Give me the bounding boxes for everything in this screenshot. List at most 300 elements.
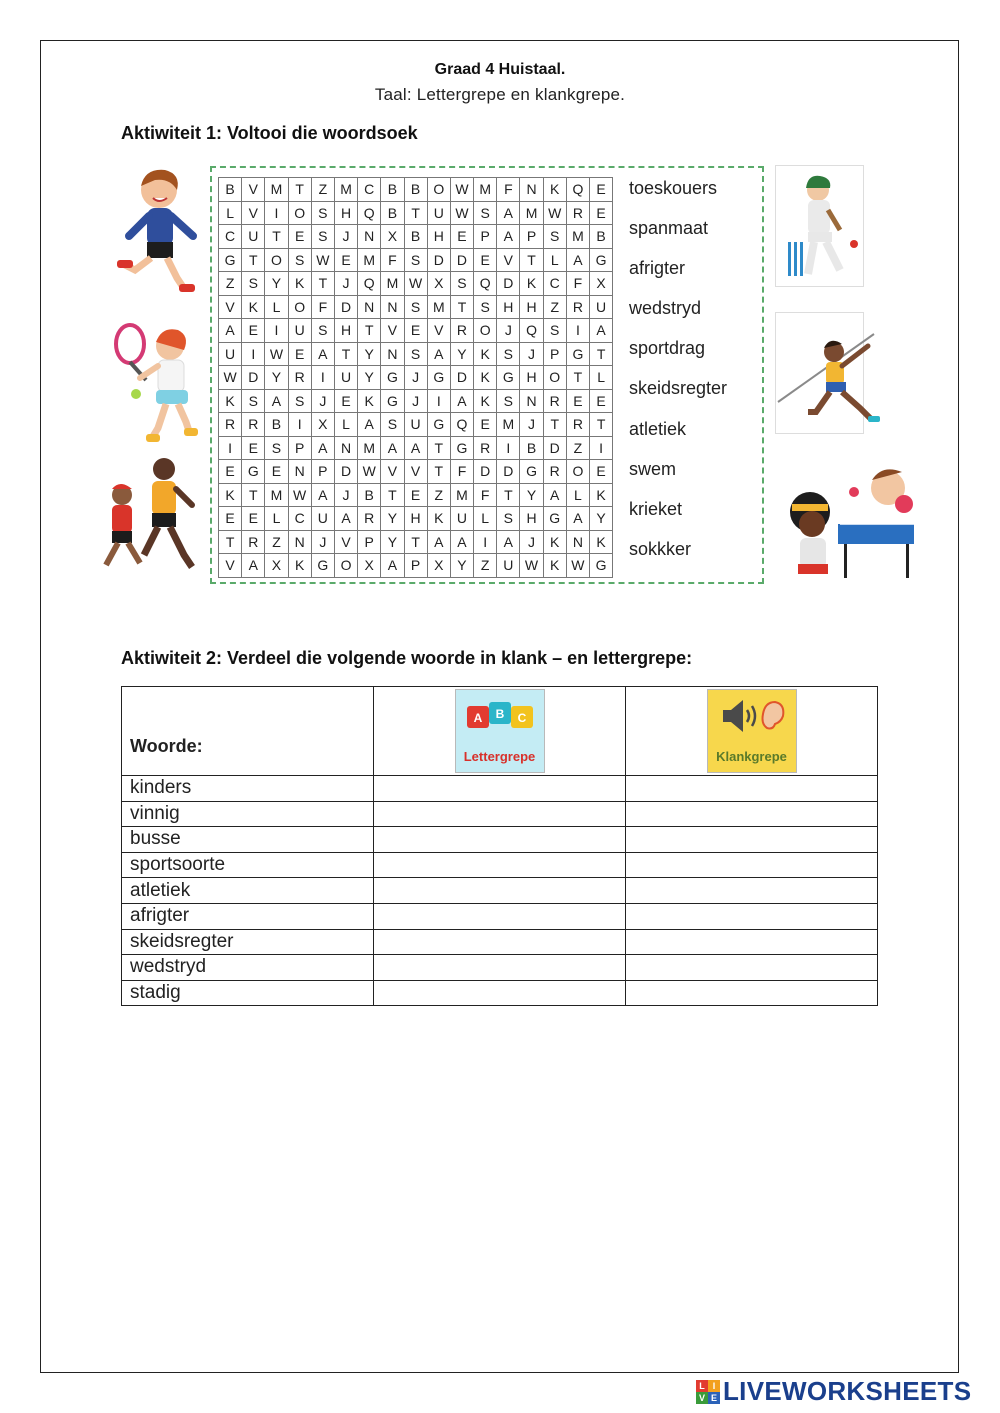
grid-cell[interactable]: D [497,460,520,484]
grid-cell[interactable]: W [265,343,288,367]
grid-cell[interactable]: V [335,531,358,555]
grid-cell[interactable]: P [520,225,543,249]
grid-cell[interactable]: U [312,507,335,531]
grid-cell[interactable]: S [265,437,288,461]
grid-cell[interactable]: N [567,531,590,555]
grid-cell[interactable]: I [312,366,335,390]
grid-cell[interactable]: I [219,437,242,461]
grid-cell[interactable]: F [381,249,404,273]
grid-cell[interactable]: A [312,343,335,367]
grid-cell[interactable]: A [312,484,335,508]
grid-cell[interactable]: W [358,460,381,484]
grid-cell[interactable]: O [289,202,312,226]
grid-cell[interactable]: B [358,484,381,508]
grid-cell[interactable]: T [242,249,265,273]
grid-cell[interactable]: S [497,343,520,367]
grid-cell[interactable]: L [335,413,358,437]
grid-cell[interactable]: Y [451,343,474,367]
grid-cell[interactable]: N [381,343,404,367]
grid-cell[interactable]: W [219,366,242,390]
grid-cell[interactable]: I [428,390,451,414]
grid-cell[interactable]: C [358,178,381,202]
grid-cell[interactable]: P [474,225,497,249]
grid-cell[interactable]: G [428,366,451,390]
grid-cell[interactable]: W [451,202,474,226]
grid-cell[interactable]: T [590,343,613,367]
grid-cell[interactable]: K [474,390,497,414]
grid-cell[interactable]: A [451,390,474,414]
grid-cell[interactable]: T [335,343,358,367]
lettergrepe-answer-cell[interactable] [374,801,626,827]
grid-cell[interactable]: Z [544,296,567,320]
grid-cell[interactable]: Z [474,554,497,578]
grid-cell[interactable]: K [219,390,242,414]
grid-cell[interactable]: B [381,178,404,202]
grid-cell[interactable]: K [474,343,497,367]
grid-cell[interactable]: T [544,413,567,437]
grid-cell[interactable]: A [381,437,404,461]
grid-cell[interactable]: W [567,554,590,578]
grid-cell[interactable]: G [381,390,404,414]
grid-cell[interactable]: S [381,413,404,437]
grid-cell[interactable]: Y [381,507,404,531]
grid-cell[interactable]: Y [265,366,288,390]
grid-cell[interactable]: U [405,413,428,437]
grid-cell[interactable]: U [242,225,265,249]
grid-cell[interactable]: M [358,249,381,273]
grid-cell[interactable]: E [567,390,590,414]
grid-cell[interactable]: H [428,225,451,249]
grid-cell[interactable]: A [451,531,474,555]
grid-cell[interactable]: H [520,507,543,531]
grid-cell[interactable]: S [242,272,265,296]
grid-cell[interactable]: T [428,460,451,484]
grid-cell[interactable]: K [358,390,381,414]
grid-cell[interactable]: P [289,437,312,461]
grid-cell[interactable]: B [520,437,543,461]
grid-cell[interactable]: U [335,366,358,390]
grid-cell[interactable]: I [474,531,497,555]
grid-cell[interactable]: I [289,413,312,437]
grid-cell[interactable]: D [335,296,358,320]
grid-cell[interactable]: U [428,202,451,226]
grid-cell[interactable]: S [405,343,428,367]
grid-cell[interactable]: K [474,366,497,390]
grid-cell[interactable]: U [590,296,613,320]
grid-cell[interactable]: S [289,390,312,414]
grid-cell[interactable]: E [289,343,312,367]
grid-cell[interactable]: B [219,178,242,202]
grid-cell[interactable]: H [520,296,543,320]
grid-cell[interactable]: O [289,296,312,320]
grid-cell[interactable]: F [567,272,590,296]
klankgrepe-answer-cell[interactable] [626,980,878,1006]
grid-cell[interactable]: G [520,460,543,484]
grid-cell[interactable]: O [265,249,288,273]
grid-cell[interactable]: E [474,413,497,437]
grid-cell[interactable]: N [381,296,404,320]
grid-cell[interactable]: N [358,296,381,320]
grid-cell[interactable]: V [242,202,265,226]
grid-cell[interactable]: K [544,554,567,578]
grid-cell[interactable]: F [474,484,497,508]
grid-cell[interactable]: R [567,296,590,320]
grid-cell[interactable]: E [451,225,474,249]
grid-cell[interactable]: A [358,413,381,437]
grid-cell[interactable]: S [497,390,520,414]
grid-cell[interactable]: J [405,366,428,390]
grid-cell[interactable]: A [567,249,590,273]
grid-cell[interactable]: M [335,178,358,202]
grid-cell[interactable]: T [405,202,428,226]
grid-cell[interactable]: A [590,319,613,343]
grid-cell[interactable]: R [219,413,242,437]
lettergrepe-answer-cell[interactable] [374,955,626,981]
grid-cell[interactable]: R [289,366,312,390]
grid-cell[interactable]: L [590,366,613,390]
grid-cell[interactable]: M [497,413,520,437]
grid-cell[interactable]: J [335,484,358,508]
lettergrepe-answer-cell[interactable] [374,929,626,955]
grid-cell[interactable]: V [381,319,404,343]
grid-cell[interactable]: A [497,531,520,555]
grid-cell[interactable]: P [358,531,381,555]
grid-cell[interactable]: A [567,507,590,531]
grid-cell[interactable]: L [265,507,288,531]
klankgrepe-answer-cell[interactable] [626,776,878,802]
grid-cell[interactable]: F [497,178,520,202]
grid-cell[interactable]: T [312,272,335,296]
grid-cell[interactable]: D [428,249,451,273]
grid-cell[interactable]: L [567,484,590,508]
grid-cell[interactable]: R [544,460,567,484]
grid-cell[interactable]: Z [567,437,590,461]
grid-cell[interactable]: F [451,460,474,484]
grid-cell[interactable]: H [497,296,520,320]
grid-cell[interactable]: R [358,507,381,531]
grid-cell[interactable]: R [242,531,265,555]
grid-cell[interactable]: Q [474,272,497,296]
grid-cell[interactable]: T [590,413,613,437]
grid-cell[interactable]: B [405,225,428,249]
grid-cell[interactable]: N [289,531,312,555]
grid-cell[interactable]: M [567,225,590,249]
grid-cell[interactable]: W [312,249,335,273]
grid-cell[interactable]: K [289,554,312,578]
grid-cell[interactable]: D [544,437,567,461]
grid-cell[interactable]: Z [428,484,451,508]
grid-cell[interactable]: A [312,437,335,461]
grid-cell[interactable]: M [381,272,404,296]
grid-cell[interactable]: W [405,272,428,296]
lettergrepe-answer-cell[interactable] [374,878,626,904]
grid-cell[interactable]: S [451,272,474,296]
klankgrepe-answer-cell[interactable] [626,955,878,981]
grid-cell[interactable]: O [428,178,451,202]
grid-cell[interactable]: S [312,225,335,249]
grid-cell[interactable]: M [358,437,381,461]
grid-cell[interactable]: Y [520,484,543,508]
grid-cell[interactable]: E [335,249,358,273]
grid-cell[interactable]: Z [265,531,288,555]
grid-cell[interactable]: E [590,390,613,414]
grid-cell[interactable]: O [544,366,567,390]
lettergrepe-answer-cell[interactable] [374,980,626,1006]
klankgrepe-answer-cell[interactable] [626,827,878,853]
grid-cell[interactable]: K [428,507,451,531]
grid-cell[interactable]: S [405,249,428,273]
grid-cell[interactable]: B [405,178,428,202]
grid-cell[interactable]: J [520,413,543,437]
grid-cell[interactable]: G [590,249,613,273]
grid-cell[interactable]: Z [219,272,242,296]
grid-cell[interactable]: Y [381,531,404,555]
grid-cell[interactable]: X [312,413,335,437]
grid-cell[interactable]: M [265,178,288,202]
grid-cell[interactable]: E [590,202,613,226]
grid-cell[interactable]: O [567,460,590,484]
grid-cell[interactable]: H [405,507,428,531]
grid-cell[interactable]: M [428,296,451,320]
grid-cell[interactable]: T [451,296,474,320]
grid-cell[interactable]: H [335,202,358,226]
grid-cell[interactable]: D [335,460,358,484]
grid-cell[interactable]: V [219,296,242,320]
grid-cell[interactable]: T [381,484,404,508]
grid-cell[interactable]: I [265,202,288,226]
grid-cell[interactable]: S [312,202,335,226]
grid-cell[interactable]: Z [312,178,335,202]
grid-cell[interactable]: E [289,225,312,249]
grid-cell[interactable]: S [242,390,265,414]
grid-cell[interactable]: G [312,554,335,578]
grid-cell[interactable]: L [265,296,288,320]
grid-cell[interactable]: M [265,484,288,508]
grid-cell[interactable]: J [497,319,520,343]
grid-cell[interactable]: D [451,249,474,273]
grid-cell[interactable]: L [544,249,567,273]
grid-cell[interactable]: T [520,249,543,273]
grid-cell[interactable]: E [242,507,265,531]
grid-cell[interactable]: H [520,366,543,390]
grid-cell[interactable]: P [405,554,428,578]
grid-cell[interactable]: A [242,554,265,578]
grid-cell[interactable]: G [497,366,520,390]
grid-cell[interactable]: N [289,460,312,484]
grid-cell[interactable]: J [520,531,543,555]
grid-cell[interactable]: N [520,390,543,414]
grid-cell[interactable]: A [544,484,567,508]
grid-cell[interactable]: Y [451,554,474,578]
grid-cell[interactable]: K [219,484,242,508]
grid-cell[interactable]: Y [358,366,381,390]
grid-cell[interactable]: J [312,390,335,414]
grid-cell[interactable]: A [381,554,404,578]
grid-cell[interactable]: E [405,319,428,343]
grid-cell[interactable]: N [358,225,381,249]
grid-cell[interactable]: E [590,460,613,484]
grid-cell[interactable]: O [335,554,358,578]
grid-cell[interactable]: G [242,460,265,484]
klankgrepe-answer-cell[interactable] [626,903,878,929]
grid-cell[interactable]: W [520,554,543,578]
grid-cell[interactable]: N [520,178,543,202]
grid-cell[interactable]: Q [358,272,381,296]
grid-cell[interactable]: G [219,249,242,273]
grid-cell[interactable]: T [265,225,288,249]
grid-cell[interactable]: J [335,272,358,296]
grid-cell[interactable]: J [520,343,543,367]
grid-cell[interactable]: S [474,202,497,226]
grid-cell[interactable]: Y [265,272,288,296]
lettergrepe-answer-cell[interactable] [374,827,626,853]
grid-cell[interactable]: K [590,484,613,508]
grid-cell[interactable]: V [219,554,242,578]
grid-cell[interactable]: E [474,249,497,273]
grid-cell[interactable]: T [497,484,520,508]
klankgrepe-answer-cell[interactable] [626,801,878,827]
grid-cell[interactable]: I [567,319,590,343]
word-search-grid[interactable] [218,177,613,578]
grid-cell[interactable]: K [242,296,265,320]
grid-cell[interactable]: G [451,437,474,461]
grid-cell[interactable]: A [265,390,288,414]
grid-cell[interactable]: A [428,343,451,367]
grid-cell[interactable]: L [474,507,497,531]
grid-cell[interactable]: R [544,390,567,414]
grid-cell[interactable]: U [289,319,312,343]
grid-cell[interactable]: S [544,319,567,343]
grid-cell[interactable]: E [219,460,242,484]
grid-cell[interactable]: V [428,319,451,343]
grid-cell[interactable]: Q [520,319,543,343]
grid-cell[interactable]: W [289,484,312,508]
grid-cell[interactable]: E [219,507,242,531]
grid-cell[interactable]: A [428,531,451,555]
grid-cell[interactable]: U [497,554,520,578]
grid-cell[interactable]: G [381,366,404,390]
klankgrepe-answer-cell[interactable] [626,852,878,878]
grid-cell[interactable]: E [405,484,428,508]
grid-cell[interactable]: K [520,272,543,296]
grid-cell[interactable]: X [428,272,451,296]
grid-cell[interactable]: A [335,507,358,531]
lettergrepe-answer-cell[interactable] [374,903,626,929]
grid-cell[interactable]: I [265,319,288,343]
grid-cell[interactable]: F [312,296,335,320]
grid-cell[interactable]: D [451,366,474,390]
grid-cell[interactable]: R [474,437,497,461]
grid-cell[interactable]: I [242,343,265,367]
grid-cell[interactable]: J [405,390,428,414]
grid-cell[interactable]: U [219,343,242,367]
grid-cell[interactable]: W [544,202,567,226]
grid-cell[interactable]: R [242,413,265,437]
grid-cell[interactable]: V [381,460,404,484]
grid-cell[interactable]: A [405,437,428,461]
grid-cell[interactable]: T [289,178,312,202]
grid-cell[interactable]: Q [451,413,474,437]
grid-cell[interactable]: Y [590,507,613,531]
grid-cell[interactable]: X [590,272,613,296]
grid-cell[interactable]: D [474,460,497,484]
grid-cell[interactable]: E [242,319,265,343]
grid-cell[interactable]: S [405,296,428,320]
grid-cell[interactable]: V [497,249,520,273]
grid-cell[interactable]: J [335,225,358,249]
grid-cell[interactable]: C [219,225,242,249]
grid-cell[interactable]: G [567,343,590,367]
grid-cell[interactable]: A [219,319,242,343]
grid-cell[interactable]: R [451,319,474,343]
lettergrepe-answer-cell[interactable] [374,852,626,878]
grid-cell[interactable]: O [474,319,497,343]
grid-cell[interactable]: X [265,554,288,578]
grid-cell[interactable]: M [520,202,543,226]
grid-cell[interactable]: X [358,554,381,578]
grid-cell[interactable]: V [242,178,265,202]
grid-cell[interactable]: L [219,202,242,226]
grid-cell[interactable]: I [590,437,613,461]
grid-cell[interactable]: S [497,507,520,531]
grid-cell[interactable]: S [544,225,567,249]
grid-cell[interactable]: Q [358,202,381,226]
grid-cell[interactable]: E [242,437,265,461]
grid-cell[interactable]: M [451,484,474,508]
grid-cell[interactable]: A [497,202,520,226]
grid-cell[interactable]: K [544,178,567,202]
grid-cell[interactable]: T [428,437,451,461]
grid-cell[interactable]: J [312,531,335,555]
grid-cell[interactable]: K [590,531,613,555]
grid-cell[interactable]: P [544,343,567,367]
grid-cell[interactable]: P [312,460,335,484]
grid-cell[interactable]: B [590,225,613,249]
grid-cell[interactable]: K [544,531,567,555]
grid-cell[interactable]: T [219,531,242,555]
grid-cell[interactable]: B [265,413,288,437]
grid-cell[interactable]: W [451,178,474,202]
grid-cell[interactable]: G [544,507,567,531]
grid-cell[interactable]: M [474,178,497,202]
grid-cell[interactable]: E [335,390,358,414]
grid-cell[interactable]: Q [567,178,590,202]
grid-cell[interactable]: A [497,225,520,249]
grid-cell[interactable]: N [335,437,358,461]
klankgrepe-answer-cell[interactable] [626,929,878,955]
grid-cell[interactable]: I [497,437,520,461]
grid-cell[interactable]: U [451,507,474,531]
grid-cell[interactable]: T [242,484,265,508]
grid-cell[interactable]: T [567,366,590,390]
grid-cell[interactable]: R [567,413,590,437]
grid-cell[interactable]: G [428,413,451,437]
grid-cell[interactable]: T [358,319,381,343]
grid-cell[interactable]: X [381,225,404,249]
grid-cell[interactable]: S [474,296,497,320]
grid-cell[interactable]: D [242,366,265,390]
grid-cell[interactable]: G [590,554,613,578]
grid-cell[interactable]: Y [358,343,381,367]
grid-cell[interactable]: C [289,507,312,531]
grid-cell[interactable]: S [289,249,312,273]
grid-cell[interactable]: X [428,554,451,578]
lettergrepe-answer-cell[interactable] [374,776,626,802]
klankgrepe-answer-cell[interactable] [626,878,878,904]
grid-cell[interactable]: B [381,202,404,226]
grid-cell[interactable]: R [567,202,590,226]
grid-cell[interactable]: K [289,272,312,296]
